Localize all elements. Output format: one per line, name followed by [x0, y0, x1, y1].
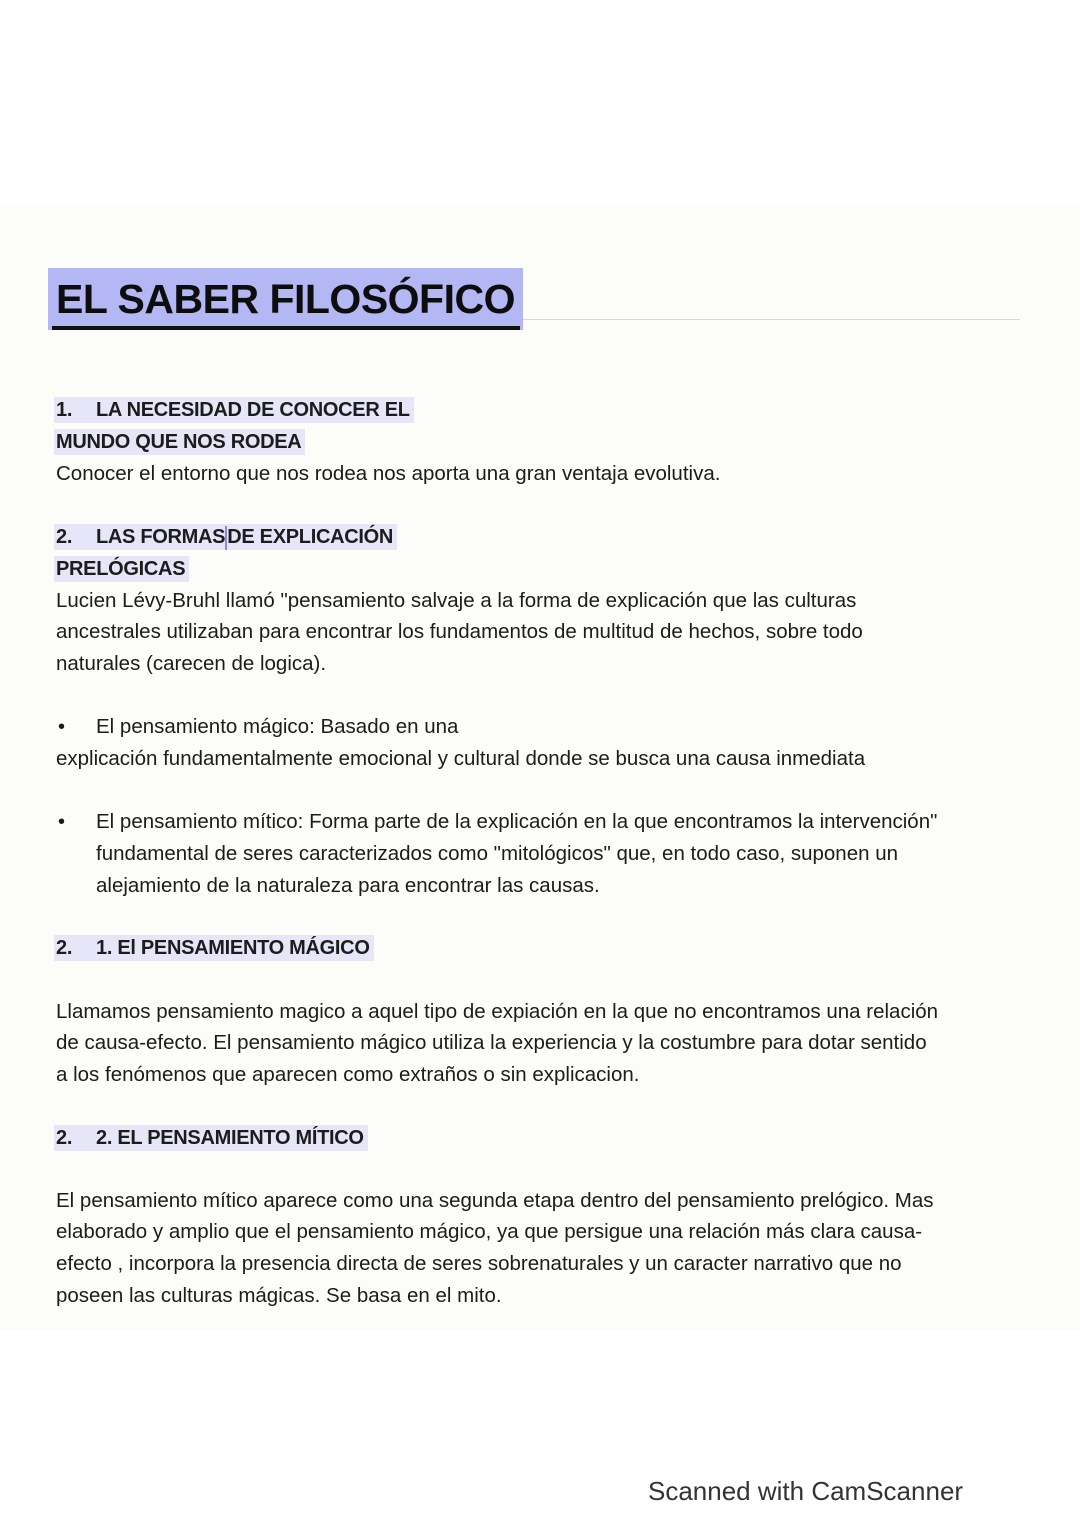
bullet-line: El pensamiento mágico: Basado en una — [96, 715, 459, 738]
paragraph-line: a los fenómenos que aparecen como extraños o sin explicacion. — [56, 1063, 640, 1086]
paragraph-line: poseen las culturas mágicas. Se basa en el mito. — [56, 1284, 502, 1307]
document-title: EL SABER FILOSÓFICO — [56, 276, 515, 322]
paragraph-line: elaborado y amplio que el pensamiento mágico, ya que persigue una relación más clara causa- — [56, 1220, 923, 1243]
bullet-icon: • — [58, 811, 66, 833]
section-number: 2. — [56, 937, 73, 959]
paragraph-line: ancestrales utilizaban para encontrar los fundamentos de multitud de hechos, sobre todo — [56, 620, 863, 643]
section-number: 2. — [56, 1127, 73, 1149]
scanner-watermark: Scanned with CamScanner — [648, 1476, 964, 1506]
bullet-line: alejamiento de la naturaleza para encontrar las causas. — [96, 874, 600, 897]
heading-text: LA NECESIDAD DE CONOCER EL — [96, 399, 410, 421]
paragraph-line: Llamamos pensamiento magico a aquel tipo de expiación en la que no encontramos una relación — [56, 1000, 939, 1023]
section-2-1-heading — [56, 935, 374, 961]
section-1-heading — [56, 397, 414, 423]
title-underline — [52, 326, 520, 330]
heading-text: 2. EL PENSAMIENTO MÍTICO — [96, 1127, 364, 1149]
section-2-heading — [56, 524, 397, 550]
paragraph-line: Lucien Lévy-Bruhl llamó "pensamiento salvaje a la forma de explicación que las culturas — [56, 589, 857, 612]
section-1-heading-2 — [56, 429, 305, 455]
paragraph-line: de causa-efecto. El pensamiento mágico utiliza la experiencia y la costumbre para dotar sentido — [56, 1031, 927, 1054]
heading-text: LAS FORMAS — [96, 526, 226, 548]
heading-text: DE EXPLICACIÓN — [227, 526, 394, 548]
bullet-line: fundamental de seres caracterizados como "mitológicos" que, en todo caso, suponen un — [96, 842, 899, 865]
heading-text: 1. El PENSAMIENTO MÁGICO — [96, 937, 370, 959]
paragraph-line: efecto , incorpora la presencia directa de seres sobrenaturales y un caracter narrativo que no — [56, 1252, 902, 1275]
paragraph-line: Conocer el entorno que nos rodea nos aporta una gran ventaja evolutiva. — [56, 462, 721, 485]
paragraph-line: naturales (carecen de logica). — [56, 652, 327, 675]
section-number: 2. — [56, 526, 73, 548]
bullet-line: explicación fundamentalmente emocional y cultural donde se busca una causa inmediata — [56, 747, 866, 770]
section-2-2-heading — [56, 1125, 368, 1151]
heading-text: MUNDO QUE NOS RODEA — [54, 429, 305, 455]
bullet-line: El pensamiento mítico: Forma parte de la explicación en la que encontramos la intervención" — [96, 810, 938, 833]
paragraph-line: El pensamiento mítico aparece como una segunda etapa dentro del pensamiento prelógico. Mas — [56, 1189, 934, 1212]
bullet-icon: • — [58, 716, 66, 738]
heading-text: PRELÓGICAS — [54, 556, 189, 582]
section-number: 1. — [56, 399, 73, 421]
title-rule — [523, 319, 1020, 320]
section-2-heading-2 — [56, 556, 189, 582]
